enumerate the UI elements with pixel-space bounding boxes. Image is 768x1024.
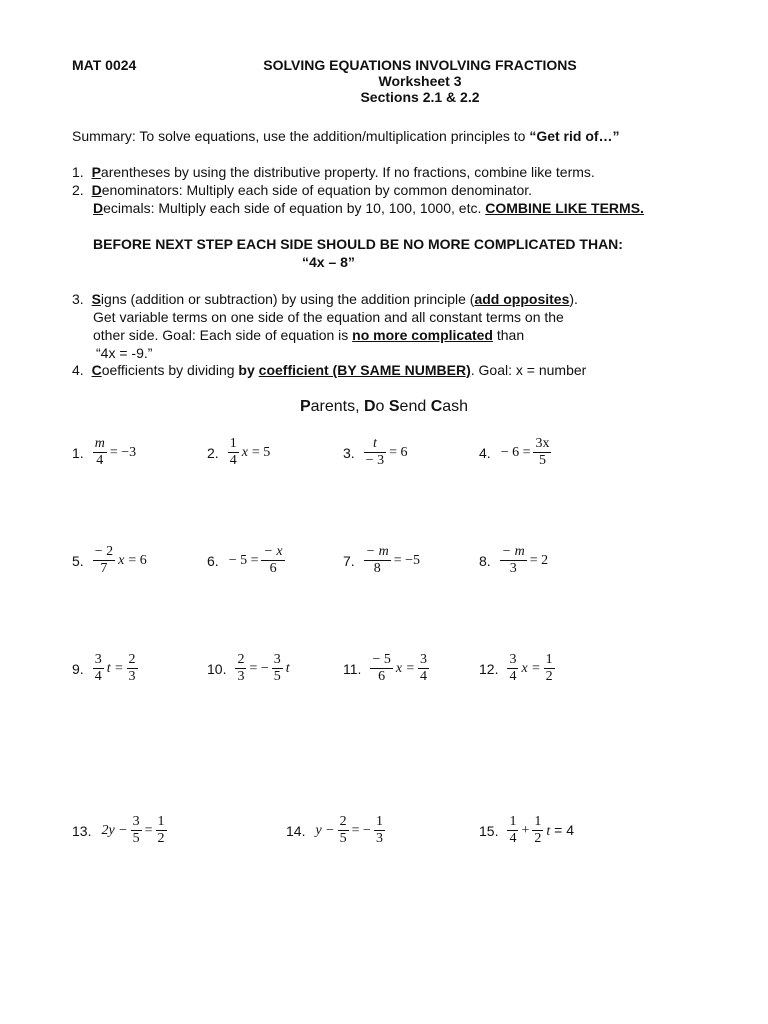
step-number: 3. bbox=[72, 291, 84, 307]
numerator: − 5 bbox=[372, 652, 391, 667]
variable: t bbox=[285, 660, 290, 676]
problem-number: 8. bbox=[479, 552, 491, 569]
problem-2 bbox=[207, 436, 272, 469]
step-number: 2. bbox=[72, 182, 84, 198]
mnemonic-initial: C bbox=[430, 398, 443, 415]
worksheet-title bbox=[200, 57, 640, 105]
denominator: 5 bbox=[132, 831, 140, 846]
problem-1 bbox=[72, 436, 138, 469]
step-tail: . Goal: x = number bbox=[470, 362, 587, 378]
problem-number: 5. bbox=[72, 552, 84, 569]
variable: x bbox=[241, 444, 248, 460]
step-4 bbox=[72, 362, 586, 378]
numerator: 3 bbox=[509, 652, 517, 667]
mnemonic-rest: ash bbox=[442, 398, 469, 415]
problem-4 bbox=[479, 436, 552, 469]
mnemonic-initial: S bbox=[388, 398, 400, 415]
problem-number: 1. bbox=[72, 444, 84, 461]
title-line: SOLVING EQUATIONS INVOLVING FRACTIONS bbox=[263, 57, 577, 73]
numerator: − m bbox=[365, 544, 389, 559]
denominator: 3 bbox=[500, 560, 527, 577]
denominator: 2 bbox=[157, 831, 165, 846]
denominator: 4 bbox=[509, 831, 517, 846]
numerator: − x bbox=[263, 544, 283, 559]
operator: = − bbox=[249, 660, 269, 676]
numerator: m bbox=[94, 436, 105, 451]
denominator: 4 bbox=[93, 452, 107, 469]
mnemonic-initial: D bbox=[363, 398, 376, 415]
variable: x = bbox=[395, 660, 416, 676]
numerator: t bbox=[372, 436, 377, 451]
denominator: 3 bbox=[237, 669, 245, 684]
step-text: enominators: Multiply each side of equation by common denominator. bbox=[101, 182, 533, 198]
step-emphasis: coefficient (BY SAME NUMBER) bbox=[258, 362, 471, 378]
step-3-line-4: “4x = -9.” bbox=[96, 345, 153, 361]
problem-number: 10. bbox=[207, 660, 227, 677]
operator: = bbox=[144, 822, 153, 838]
numerator: 3 bbox=[94, 652, 102, 667]
problem-number: 3. bbox=[343, 444, 355, 461]
problem-15 bbox=[479, 814, 576, 847]
step-2-decimals bbox=[93, 200, 644, 216]
rhs: = −3 bbox=[109, 444, 137, 460]
problem-13 bbox=[72, 814, 168, 847]
step-number: 1. bbox=[72, 164, 84, 180]
problem-number: 13. bbox=[72, 822, 92, 839]
numerator: 3 bbox=[273, 652, 281, 667]
worksheet-number: Worksheet 3 bbox=[378, 73, 462, 89]
numerator: 1 bbox=[157, 814, 165, 829]
denominator: 5 bbox=[273, 669, 281, 684]
variable: t = bbox=[106, 660, 124, 676]
numerator: − m bbox=[501, 544, 525, 559]
operator: + bbox=[521, 822, 530, 838]
step-3 bbox=[72, 290, 578, 362]
rhs: = 5 bbox=[251, 444, 271, 460]
denominator: 4 bbox=[420, 669, 428, 684]
numerator: 1 bbox=[229, 436, 237, 451]
step-text-close: ). bbox=[569, 291, 578, 307]
rhs: = 6 bbox=[389, 444, 408, 460]
step-emphasis: add opposites bbox=[474, 291, 570, 307]
mnemonic-rest: arents, bbox=[310, 398, 364, 415]
step-initial: D bbox=[93, 200, 104, 216]
step-text: oefficients by dividing bbox=[101, 362, 239, 378]
lhs: 2y − bbox=[101, 822, 128, 838]
numerator: 2 bbox=[339, 814, 347, 829]
numerator: 3 bbox=[132, 814, 140, 829]
step-emphasis: COMBINE LIKE TERMS. bbox=[485, 200, 644, 216]
lhs: − 6 = bbox=[500, 444, 531, 460]
before-expression: “4x – 8” bbox=[302, 254, 355, 270]
problem-7 bbox=[343, 544, 422, 577]
step-initial: D bbox=[91, 182, 102, 198]
denominator: 4 bbox=[229, 453, 237, 468]
variable: x = bbox=[521, 660, 541, 676]
problem-6 bbox=[207, 544, 286, 577]
step-1 bbox=[72, 164, 595, 180]
variable: x bbox=[118, 552, 125, 568]
step-3-line-3 bbox=[72, 326, 578, 344]
mnemonic-rest: end bbox=[399, 398, 431, 415]
denominator: 8 bbox=[364, 560, 391, 577]
step-text: other side. Goal: Each side of equation is bbox=[93, 327, 353, 343]
rhs: = 2 bbox=[529, 552, 549, 568]
problem-5 bbox=[72, 544, 149, 577]
problem-11 bbox=[343, 652, 430, 685]
denominator: 4 bbox=[509, 669, 517, 684]
step-text: arentheses by using the distributive property. If no fractions, combine like terms. bbox=[100, 164, 595, 180]
summary bbox=[72, 128, 620, 144]
step-initial: S bbox=[91, 291, 101, 307]
denominator: 5 bbox=[533, 452, 551, 469]
numerator: 1 bbox=[509, 814, 517, 829]
operator: = − bbox=[351, 822, 371, 838]
step-number: 4. bbox=[72, 362, 84, 378]
denominator: − 3 bbox=[365, 453, 385, 468]
denominator: 2 bbox=[534, 831, 542, 846]
problem-3 bbox=[343, 436, 410, 469]
problem-number: 14. bbox=[286, 822, 306, 839]
step-by: by bbox=[238, 362, 259, 378]
numerator: 1 bbox=[545, 652, 553, 667]
problem-9 bbox=[72, 652, 139, 685]
step-initial: C bbox=[91, 362, 102, 378]
step-emphasis: no more complicated bbox=[352, 327, 493, 343]
denominator: 2 bbox=[545, 669, 553, 684]
summary-text: Summary: To solve equations, use the addition/multiplication principles to bbox=[72, 128, 530, 144]
mnemonic bbox=[0, 398, 768, 416]
numerator: 3 bbox=[420, 652, 428, 667]
step-text: igns (addition or subtraction) by using the addition principle ( bbox=[100, 291, 475, 307]
denominator: 4 bbox=[94, 669, 102, 684]
problem-number: 7. bbox=[343, 552, 355, 569]
step-text: ecimals: Multiply each side of equation by 10, 100, 1000, etc. bbox=[103, 200, 486, 216]
denominator: 7 bbox=[93, 560, 115, 577]
problem-8 bbox=[479, 544, 550, 577]
problem-number: 15. bbox=[479, 822, 499, 839]
denominator: 6 bbox=[370, 668, 392, 685]
problem-number: 4. bbox=[479, 444, 491, 461]
numerator: 2 bbox=[128, 652, 136, 667]
lhs: − 5 = bbox=[228, 552, 259, 568]
problem-number: 11. bbox=[343, 660, 362, 677]
denominator: 3 bbox=[128, 669, 136, 684]
sections-line: Sections 2.1 & 2.2 bbox=[360, 89, 480, 105]
rhs: = −5 bbox=[393, 552, 421, 568]
problem-12 bbox=[479, 652, 556, 685]
lhs: y − bbox=[315, 822, 335, 838]
denominator: 6 bbox=[261, 560, 284, 577]
mnemonic-rest: o bbox=[375, 398, 389, 415]
numerator: 3x bbox=[535, 436, 550, 451]
variable-and-rhs: t = 4 bbox=[546, 821, 575, 839]
problem-number: 9. bbox=[72, 660, 84, 677]
step-text: than bbox=[492, 327, 525, 343]
step-2 bbox=[72, 182, 532, 198]
numerator: 2 bbox=[237, 652, 245, 667]
denominator: 3 bbox=[375, 831, 383, 846]
before-next-step: BEFORE NEXT STEP EACH SIDE SHOULD BE NO MORE COMPLICATED THAN: bbox=[93, 236, 623, 252]
rhs: = 6 bbox=[128, 552, 147, 568]
denominator: 5 bbox=[339, 831, 347, 846]
problem-number: 6. bbox=[207, 552, 219, 569]
step-initial: P bbox=[91, 164, 101, 180]
numerator: − 2 bbox=[94, 544, 114, 559]
numerator: 1 bbox=[534, 814, 542, 829]
problem-14 bbox=[286, 814, 386, 847]
course-code: MAT 0024 bbox=[72, 57, 137, 73]
problem-number: 2. bbox=[207, 444, 219, 461]
mnemonic-initial: P bbox=[299, 398, 311, 415]
summary-emphasis: “Get rid of…” bbox=[529, 128, 620, 144]
numerator: 1 bbox=[375, 814, 383, 829]
problem-10 bbox=[207, 652, 292, 685]
step-3-line-2: Get variable terms on one side of the equation and all constant terms on the bbox=[93, 309, 564, 325]
problem-number: 12. bbox=[479, 660, 499, 677]
